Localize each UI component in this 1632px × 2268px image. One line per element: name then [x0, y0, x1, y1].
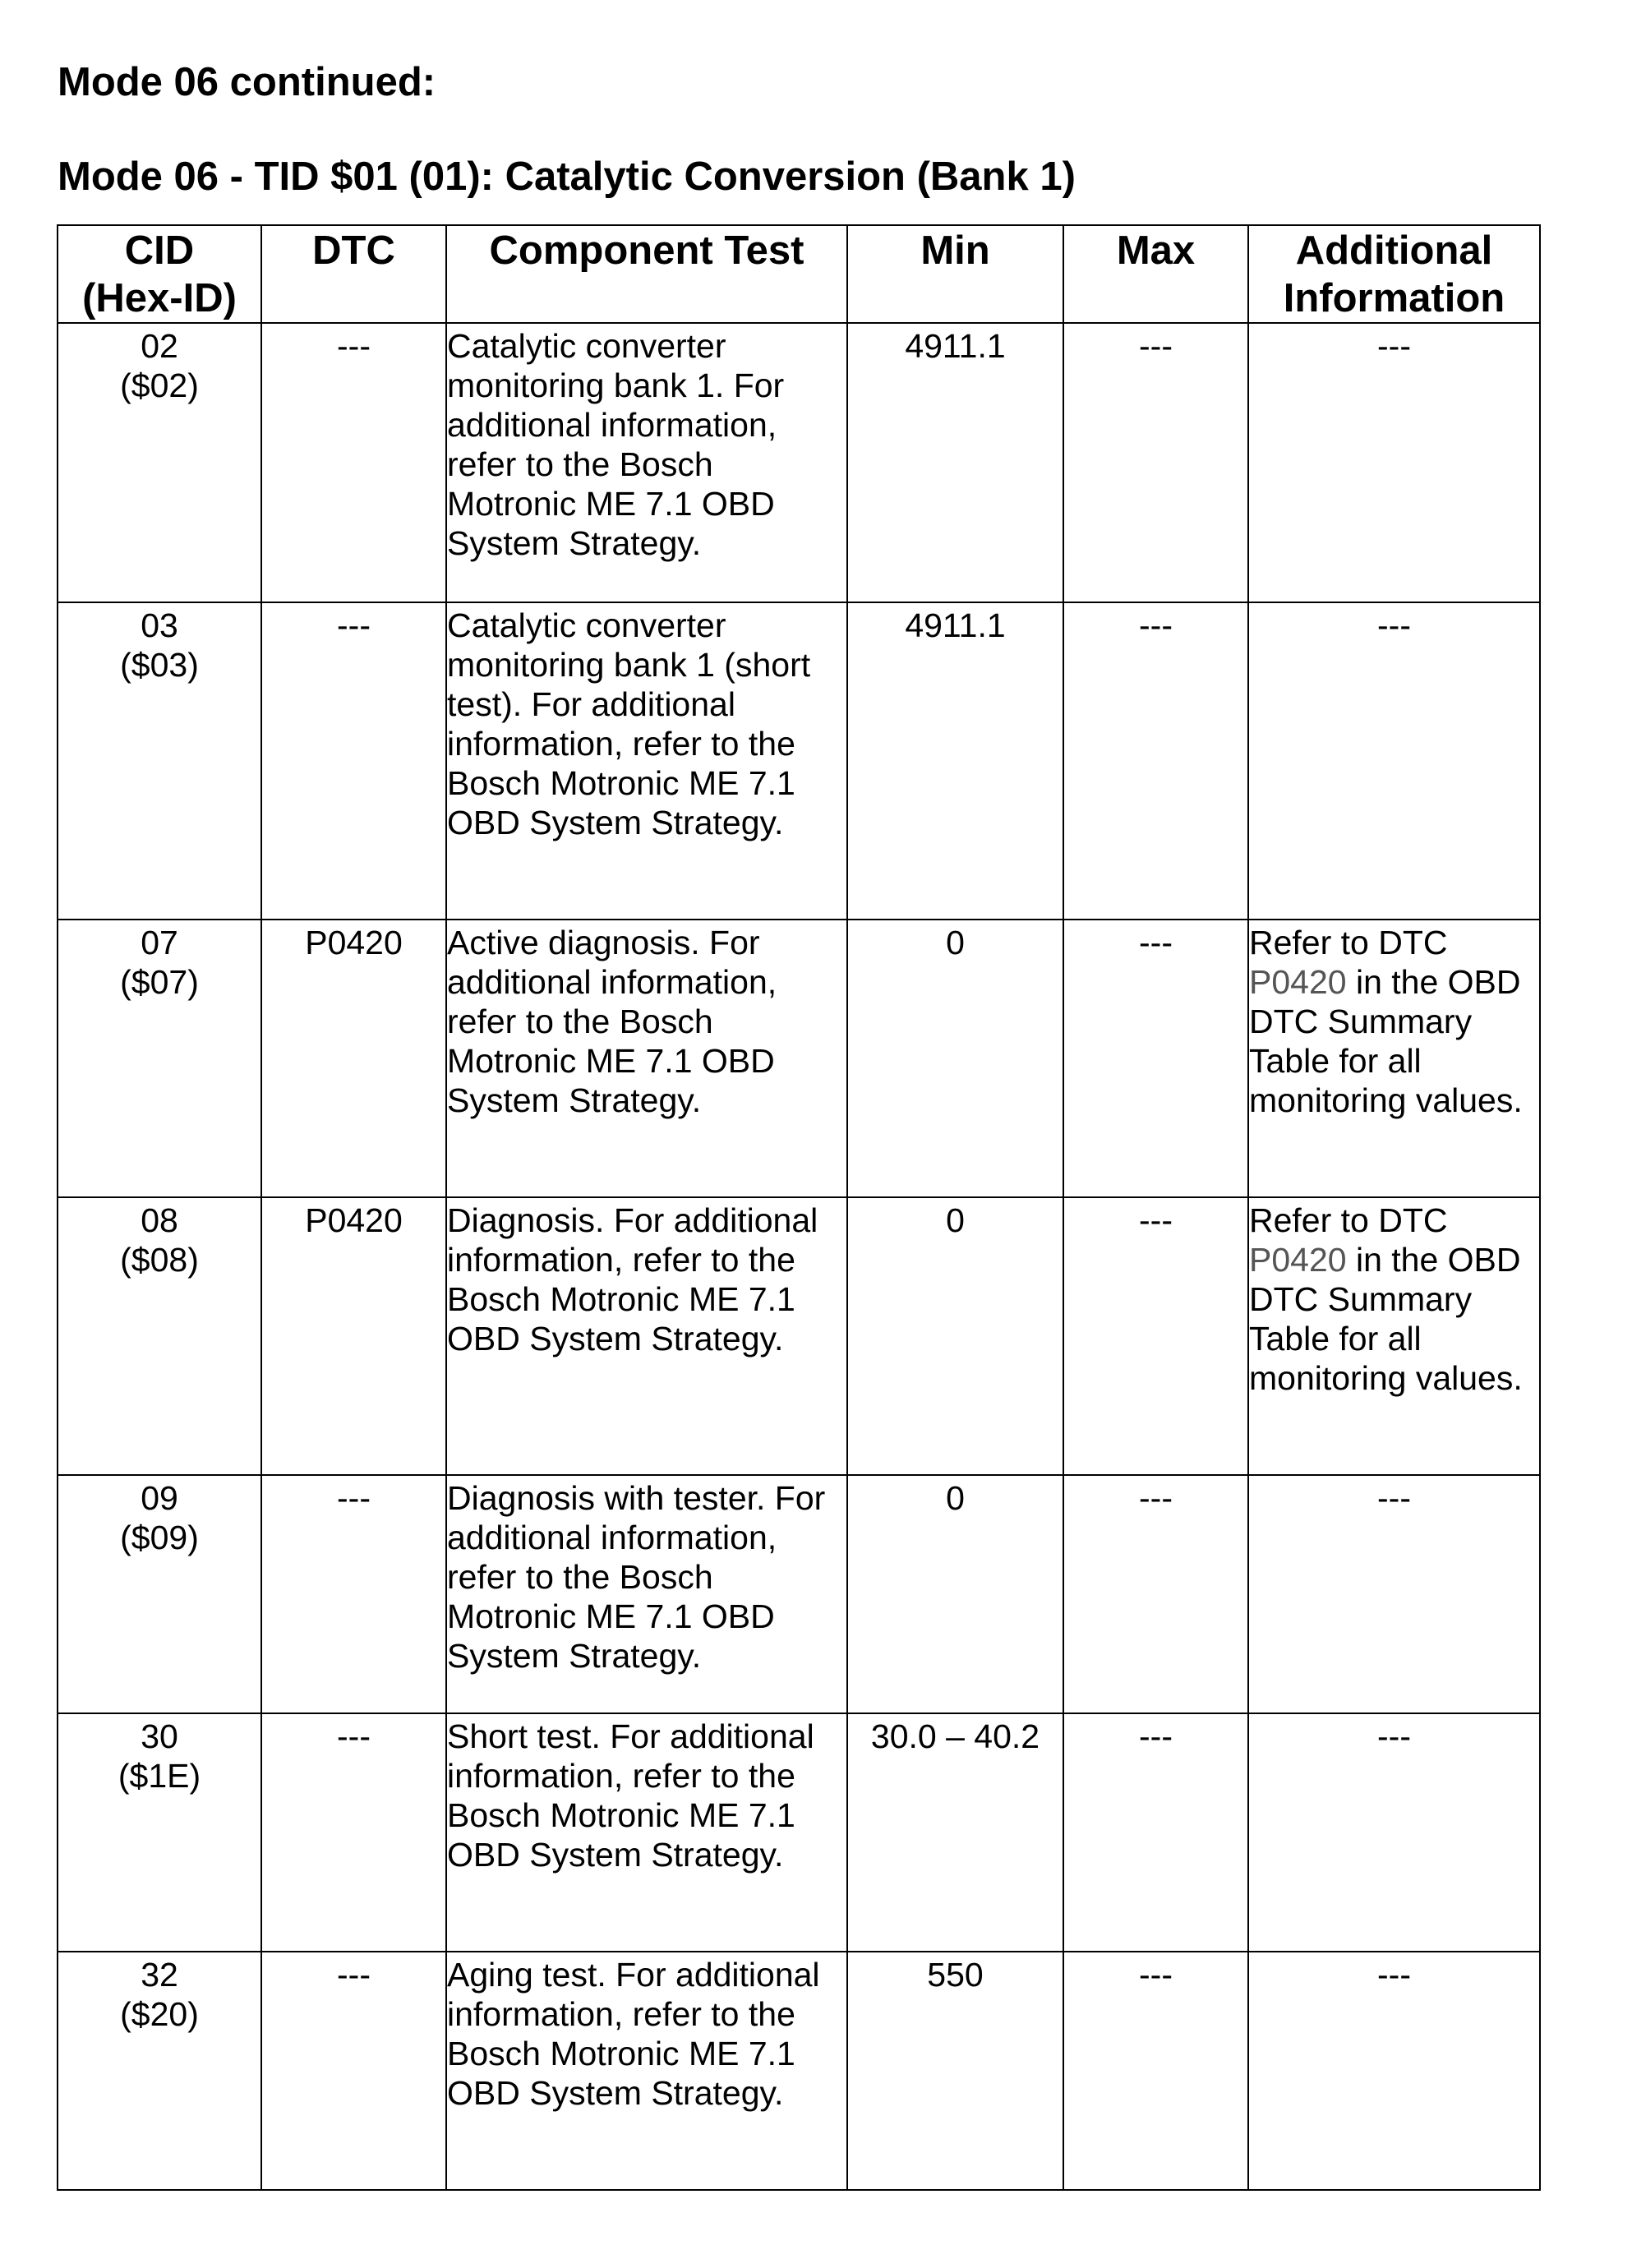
table-row [58, 1713, 1540, 1952]
table-row [58, 1475, 1540, 1713]
header-min: Min [847, 225, 1063, 323]
cell-max: --- [1063, 1713, 1248, 1952]
cell-max: --- [1063, 323, 1248, 602]
cell-component-test: Diagnosis. For additional information, refer to the Bosch Motronic ME 7.1 OBD System Strategy. [446, 1197, 847, 1475]
cell-min: 0 [847, 1475, 1063, 1713]
cell-min: 0 [847, 1197, 1063, 1475]
dtc-link-p0420[interactable]: P0420 [1249, 1241, 1347, 1279]
dtc-link-p0420[interactable]: P0420 [1249, 963, 1347, 1001]
header-cid-line2: (Hex-ID) [82, 276, 237, 320]
cell-dtc: --- [261, 1952, 446, 2190]
cid-value: 08 [141, 1201, 178, 1239]
cid-value: 03 [141, 606, 178, 644]
cid-hex: ($02) [120, 366, 199, 404]
cell-min: 550 [847, 1952, 1063, 2190]
table-row [58, 323, 1540, 602]
cell-dtc: P0420 [261, 1197, 446, 1475]
cell-cid [58, 1475, 261, 1713]
cell-cid [58, 1197, 261, 1475]
info-prefix: Refer to DTC [1249, 1201, 1448, 1239]
cell-additional-info [1248, 1197, 1540, 1475]
cell-cid [58, 1713, 261, 1952]
cid-hex: ($08) [120, 1241, 199, 1279]
header-cid-line1: CID [124, 228, 195, 273]
header-additional-line2: Information [1283, 276, 1505, 320]
cell-dtc: --- [261, 323, 446, 602]
cid-hex: ($09) [120, 1519, 199, 1556]
cell-additional-info [1248, 920, 1540, 1197]
cell-component-test: Diagnosis with tester. For additional information, refer to the Bosch Motronic ME 7.1 OBD System Strategy. [446, 1475, 847, 1713]
cell-max: --- [1063, 1952, 1248, 2190]
cid-hex: ($20) [120, 1995, 199, 2033]
cell-min: 4911.1 [847, 323, 1063, 602]
cell-dtc: P0420 [261, 920, 446, 1197]
cell-min: 30.0 – 40.2 [847, 1713, 1063, 1952]
mode06-table [57, 224, 1541, 2191]
table-row [58, 1952, 1540, 2190]
cell-component-test: Catalytic converter monitoring bank 1 (short test). For additional information, refer to the Bosch Motronic ME 7.1 OBD System Strategy. [446, 602, 847, 920]
cid-hex: ($1E) [118, 1757, 201, 1795]
cell-dtc: --- [261, 602, 446, 920]
info-prefix: Refer to DTC [1249, 924, 1448, 961]
cell-dtc: --- [261, 1713, 446, 1952]
table-header-row [58, 225, 1540, 323]
cell-max: --- [1063, 920, 1248, 1197]
header-additional-line1: Additional [1295, 228, 1493, 273]
cell-additional-info: --- [1248, 1952, 1540, 2190]
cell-cid [58, 323, 261, 602]
header-max: Max [1063, 225, 1248, 323]
cid-value: 07 [141, 924, 178, 961]
cell-additional-info: --- [1248, 1475, 1540, 1713]
cell-max: --- [1063, 602, 1248, 920]
cell-cid [58, 920, 261, 1197]
cell-max: --- [1063, 1197, 1248, 1475]
cell-cid [58, 1952, 261, 2190]
cell-component-test: Short test. For additional information, refer to the Bosch Motronic ME 7.1 OBD System Strategy. [446, 1713, 847, 1952]
header-additional-info [1248, 225, 1540, 323]
cid-value: 02 [141, 327, 178, 365]
header-cid [58, 225, 261, 323]
table-row [58, 1197, 1540, 1475]
header-dtc: DTC [261, 225, 446, 323]
info-suffix: in the OBD DTC Summary Table for all monitoring values. [1249, 963, 1523, 1119]
cell-dtc: --- [261, 1475, 446, 1713]
cell-additional-info: --- [1248, 1713, 1540, 1952]
cid-value: 32 [141, 1956, 178, 1994]
cell-component-test: Active diagnosis. For additional information, refer to the Bosch Motronic ME 7.1 OBD System Strategy. [446, 920, 847, 1197]
cid-value: 09 [141, 1479, 178, 1517]
cell-max: --- [1063, 1475, 1248, 1713]
table-row [58, 602, 1540, 920]
cid-value: 30 [141, 1717, 178, 1755]
cell-additional-info: --- [1248, 323, 1540, 602]
cell-min: 4911.1 [847, 602, 1063, 920]
header-component-test: Component Test [446, 225, 847, 323]
info-suffix: in the OBD DTC Summary Table for all monitoring values. [1249, 1241, 1523, 1397]
cell-component-test: Aging test. For additional information, refer to the Bosch Motronic ME 7.1 OBD System Strategy. [446, 1952, 847, 2190]
cell-component-test: Catalytic converter monitoring bank 1. For additional information, refer to the Bosch Motronic ME 7.1 OBD System Strategy. [446, 323, 847, 602]
cid-hex: ($03) [120, 646, 199, 684]
cell-cid [58, 602, 261, 920]
page-heading-continued: Mode 06 continued: [58, 60, 436, 104]
cid-hex: ($07) [120, 963, 199, 1001]
cell-additional-info: --- [1248, 602, 1540, 920]
cell-min: 0 [847, 920, 1063, 1197]
section-title-tid: Mode 06 - TID $01 (01): Catalytic Conversion (Bank 1) [58, 154, 1076, 199]
table-row [58, 920, 1540, 1197]
